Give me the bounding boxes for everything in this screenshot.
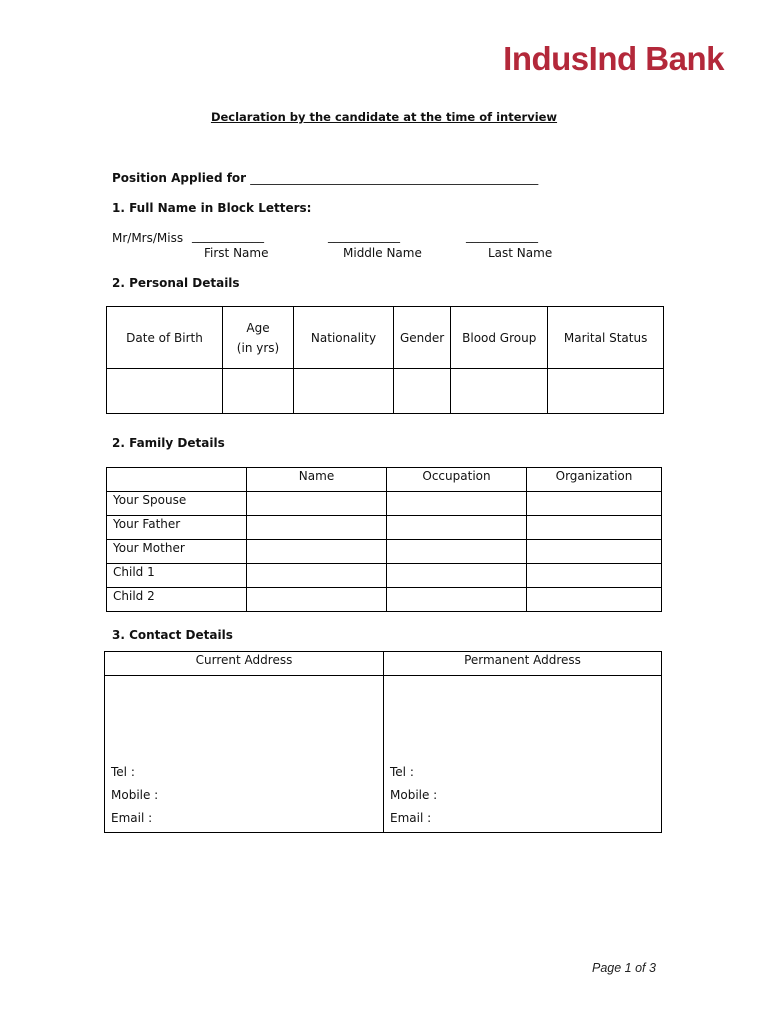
current-address-cell[interactable] — [105, 676, 384, 833]
family-input-cell[interactable] — [527, 516, 662, 540]
table-row — [107, 492, 662, 516]
dob-input-cell[interactable] — [107, 369, 223, 414]
age-input-cell[interactable] — [223, 369, 294, 414]
permanent-address-cell[interactable] — [384, 676, 662, 833]
family-details-heading: 2. Family Details — [112, 436, 225, 450]
family-input-cell[interactable] — [247, 516, 387, 540]
document-title: Declaration by the candidate at the time of interview — [210, 110, 558, 124]
col-nationality: Nationality — [294, 307, 394, 369]
family-col-organization: Organization — [527, 468, 662, 492]
family-row-label: Your Father — [107, 516, 247, 540]
col-date-of-birth: Date of Birth — [107, 307, 223, 369]
col-marital-status: Marital Status — [548, 307, 664, 369]
position-blank: ________________________________________________ — [250, 171, 539, 185]
col-gender: Gender — [394, 307, 451, 369]
family-input-cell[interactable] — [247, 564, 387, 588]
permanent-tel-label: Tel : — [390, 765, 414, 779]
contact-details-heading: 3. Contact Details — [112, 628, 233, 642]
table-row — [107, 516, 662, 540]
family-input-cell[interactable] — [387, 492, 527, 516]
col-blood-group: Blood Group — [451, 307, 548, 369]
col-current-address: Current Address — [105, 652, 384, 676]
middle-name-blank[interactable]: ____________ — [328, 229, 400, 243]
personal-details-table — [106, 306, 664, 414]
middle-name-label: Middle Name — [343, 246, 422, 260]
nationality-input-cell[interactable] — [294, 369, 394, 414]
permanent-mobile-label: Mobile : — [390, 788, 438, 802]
salutation-label: Mr/Mrs/Miss — [112, 231, 184, 245]
first-name-blank[interactable]: ____________ — [192, 229, 264, 243]
table-row — [107, 564, 662, 588]
current-mobile-label: Mobile : — [111, 788, 159, 802]
family-corner-cell — [107, 468, 247, 492]
table-row — [107, 540, 662, 564]
bank-logo: IndusInd Bank — [503, 40, 724, 77]
permanent-email-label: Email : — [390, 811, 432, 825]
current-email-label: Email : — [111, 811, 153, 825]
family-row-label: Your Mother — [107, 540, 247, 564]
col-age — [223, 307, 294, 369]
family-input-cell[interactable] — [387, 516, 527, 540]
col-age-line1: Age — [246, 320, 270, 335]
current-tel-label: Tel : — [111, 765, 135, 779]
family-input-cell[interactable] — [387, 540, 527, 564]
family-col-occupation: Occupation — [387, 468, 527, 492]
last-name-blank[interactable]: ____________ — [466, 229, 538, 243]
page-number: Page 1 of 3 — [592, 961, 656, 975]
contact-details-table — [104, 651, 662, 833]
family-row-label: Your Spouse — [107, 492, 247, 516]
family-details-table — [106, 467, 662, 612]
last-name-label: Last Name — [488, 246, 553, 260]
family-col-name: Name — [247, 468, 387, 492]
family-input-cell[interactable] — [527, 588, 662, 612]
blood-group-input-cell[interactable] — [451, 369, 548, 414]
position-label: Position Applied for — [112, 171, 247, 185]
col-permanent-address: Permanent Address — [384, 652, 662, 676]
gender-input-cell[interactable] — [394, 369, 451, 414]
family-input-cell[interactable] — [387, 588, 527, 612]
family-input-cell[interactable] — [527, 492, 662, 516]
position-applied-field[interactable] — [112, 171, 538, 185]
full-name-heading: 1. Full Name in Block Letters: — [112, 201, 312, 215]
family-input-cell[interactable] — [247, 492, 387, 516]
family-input-cell[interactable] — [247, 588, 387, 612]
first-name-label: First Name — [204, 246, 269, 260]
family-input-cell[interactable] — [527, 540, 662, 564]
marital-status-input-cell[interactable] — [548, 369, 664, 414]
family-row-label: Child 2 — [107, 588, 247, 612]
personal-details-heading: 2. Personal Details — [112, 276, 240, 290]
table-row — [107, 588, 662, 612]
col-age-line2: (in yrs) — [236, 340, 280, 355]
family-input-cell[interactable] — [387, 564, 527, 588]
family-input-cell[interactable] — [527, 564, 662, 588]
family-input-cell[interactable] — [247, 540, 387, 564]
family-row-label: Child 1 — [107, 564, 247, 588]
